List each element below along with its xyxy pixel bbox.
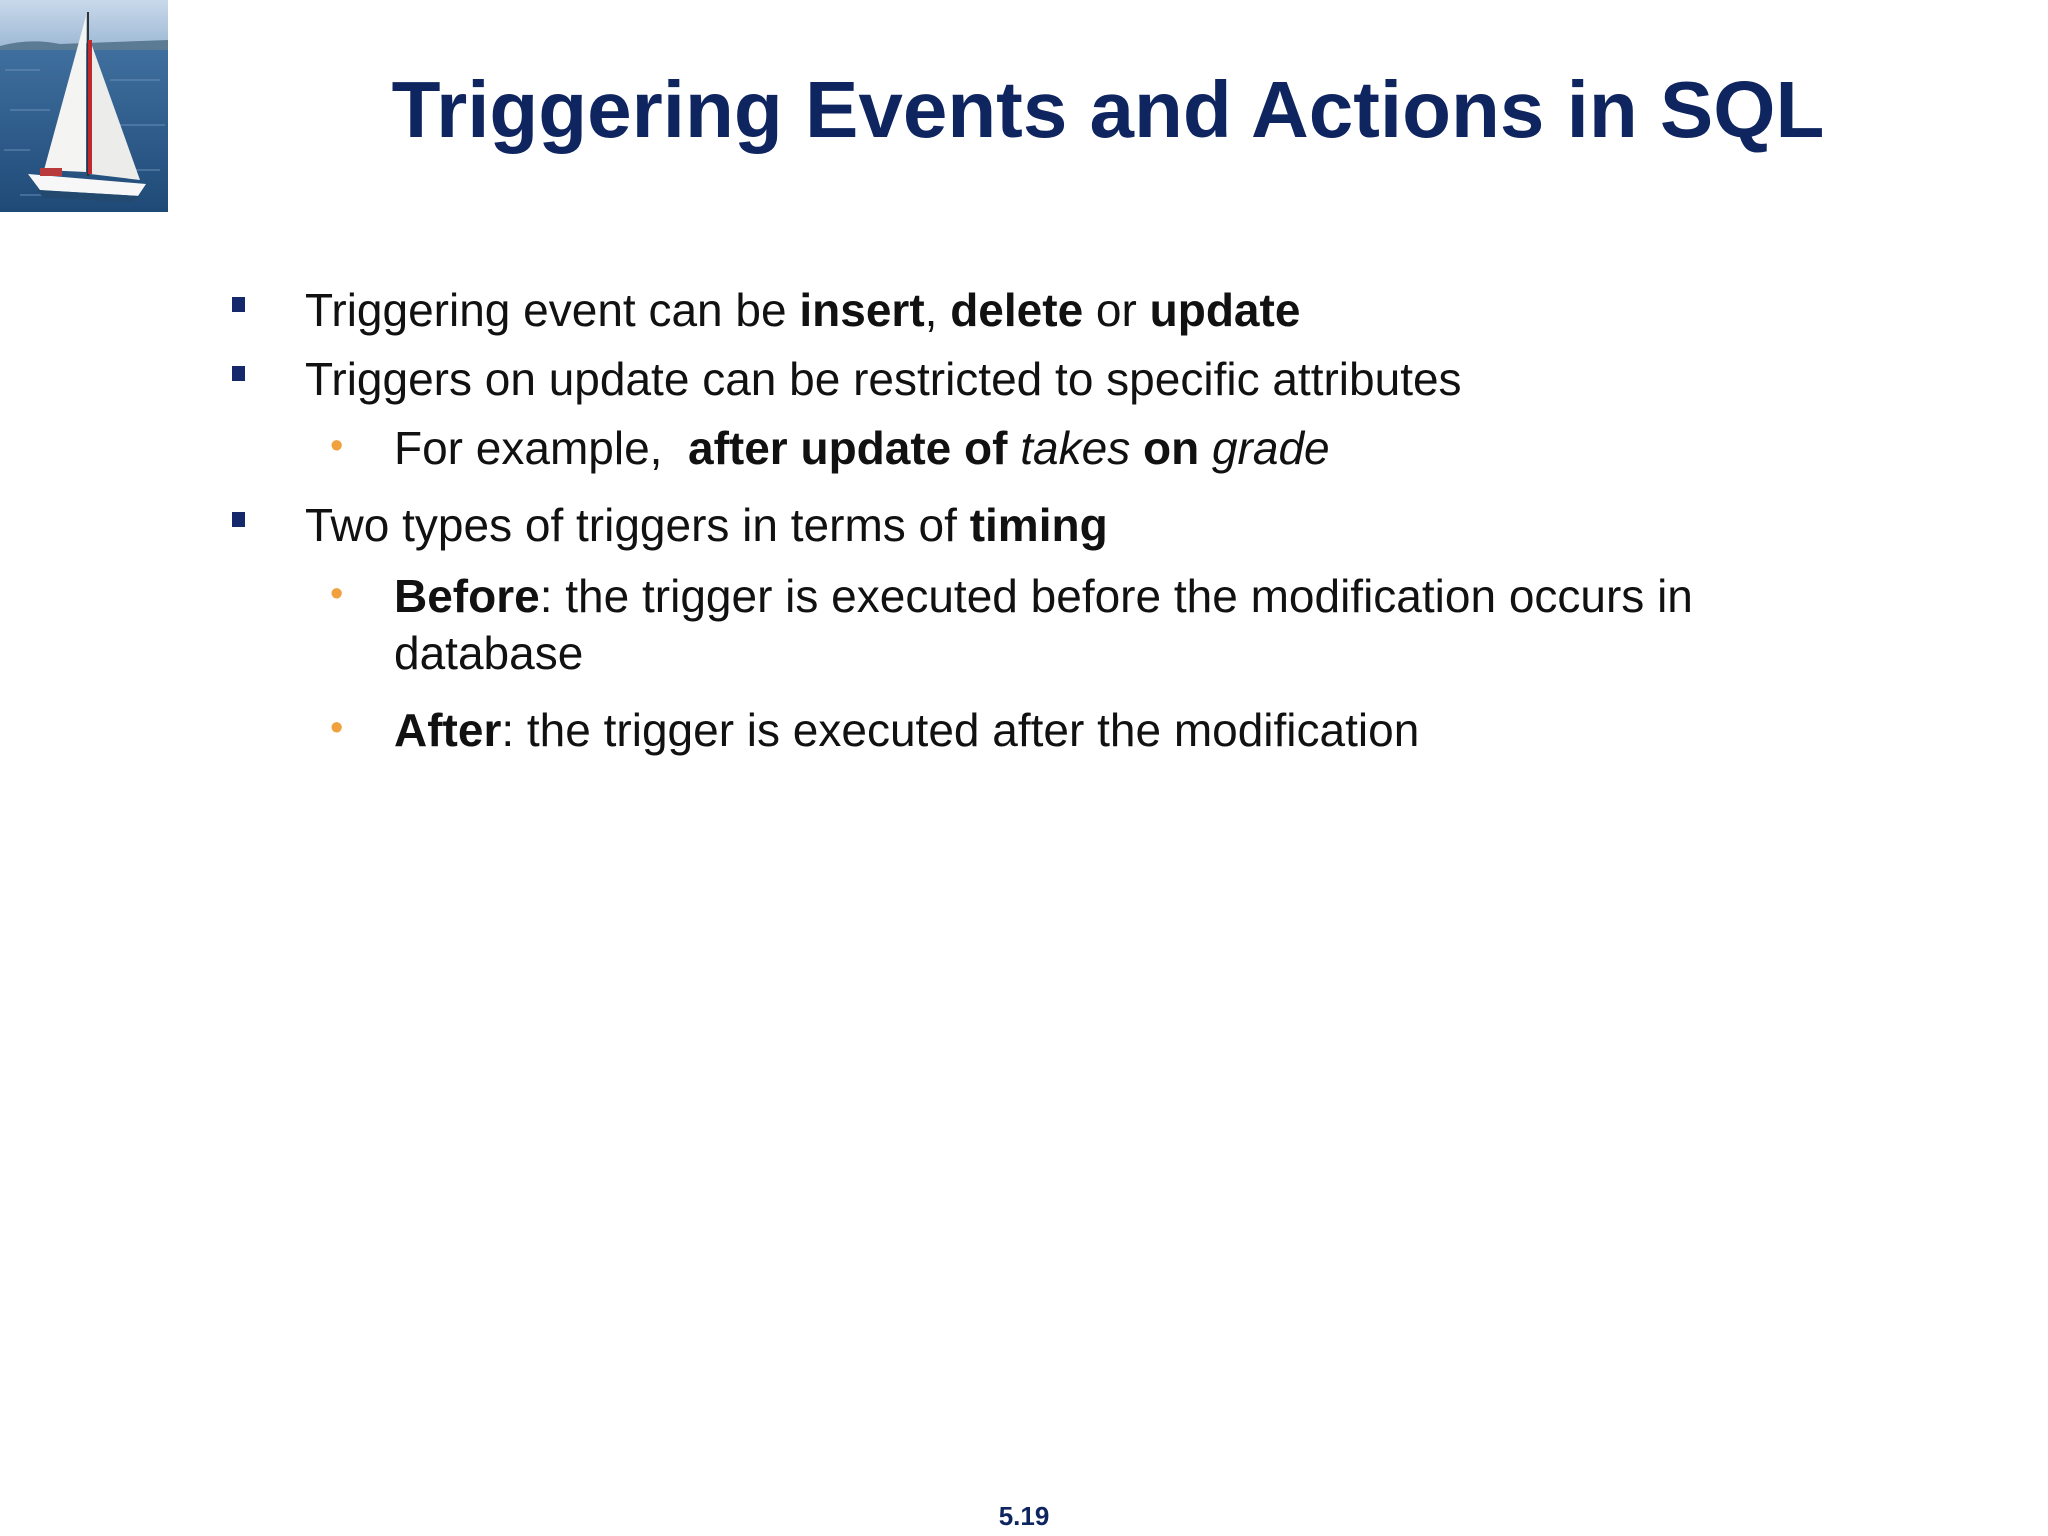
bullet-item-2 <box>230 351 1810 408</box>
bullet-text: Before: the trigger is executed before the modification occurs in database <box>394 570 1693 679</box>
dot-bullet-icon: • <box>330 573 344 615</box>
sub-bullet-item-example <box>230 420 1810 477</box>
sub-bullet-item-after <box>230 702 1810 759</box>
bullet-text: For example, after update of takes on grade <box>394 422 1330 474</box>
slide-title: Triggering Events and Actions in SQL <box>391 65 1825 154</box>
bullet-list <box>230 282 1810 759</box>
square-bullet-icon <box>232 297 245 312</box>
bullet-item-3 <box>230 497 1810 554</box>
page-number: 5.19 <box>998 1501 1050 1531</box>
square-bullet-icon <box>232 366 245 381</box>
dot-bullet-icon: • <box>330 707 344 749</box>
square-bullet-icon <box>232 512 245 527</box>
sailboat-logo-image <box>0 0 168 212</box>
bullet-item-1 <box>230 282 1810 339</box>
bullet-text: Triggering event can be insert, delete or update <box>305 284 1301 336</box>
bullet-text: After: the trigger is executed after the modification <box>394 704 1420 756</box>
dot-bullet-icon: • <box>330 425 344 467</box>
sub-bullet-item-before <box>230 568 1810 682</box>
bullet-text: Two types of triggers in terms of timing <box>305 499 1108 551</box>
bullet-text: Triggers on update can be restricted to specific attributes <box>305 353 1462 405</box>
